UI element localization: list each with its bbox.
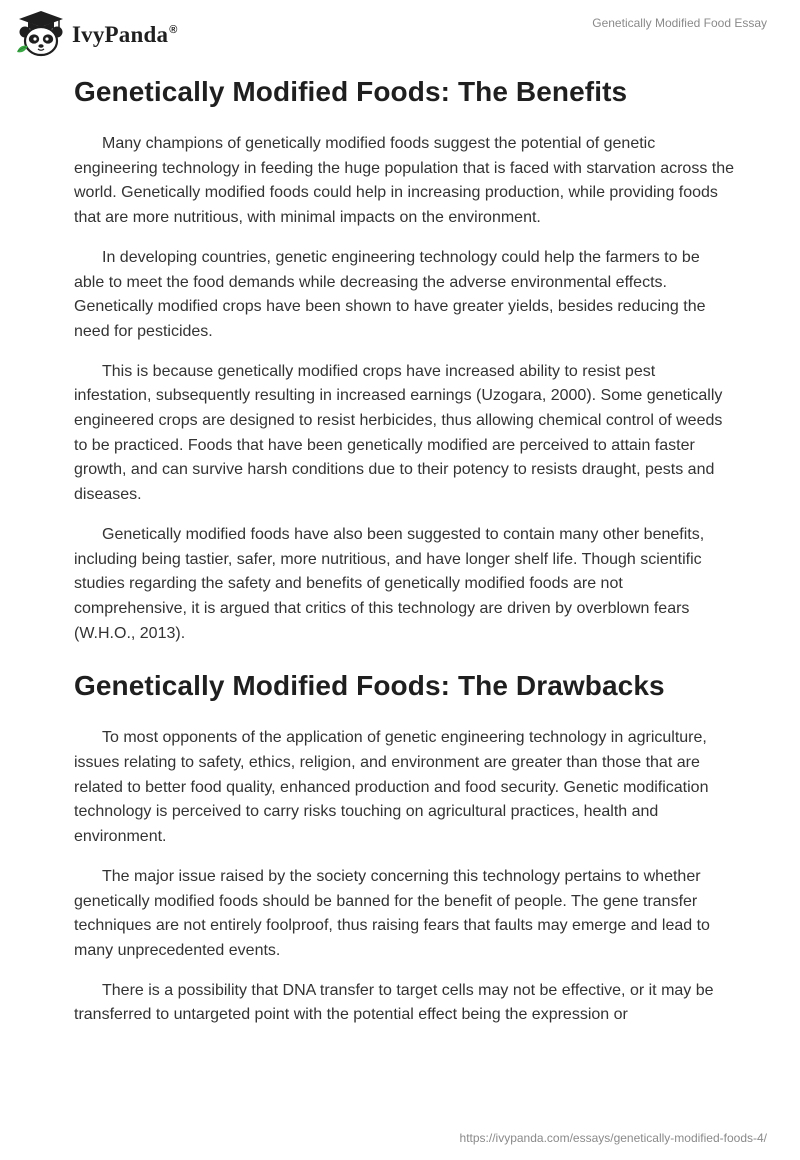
paragraph: Many champions of genetically modified foods suggest the potential of genetic engineering technology in feeding the huge population that is faced with starvation across the world. Genetically modified foods could help in increasing production, while providing foods that are more nutritious, with minimal impacts on the environment.	[74, 135, 734, 227]
essay-content	[74, 74, 734, 1043]
document-title: Genetically Modified Food Essay	[592, 16, 767, 30]
section-benefits	[74, 74, 734, 646]
footer-url[interactable]: https://ivypanda.com/essays/genetically-modified-foods-4/	[459, 1131, 767, 1145]
paragraph: This is because genetically modified crops have increased ability to resist pest infestation, subsequently resulting in increased earnings (Uzogara, 2000). Some genetically engineered crops are designed to resist herbicides, thus allowing chemical control of weeds to be practiced. Foods that have been genetically modified are perceived to attain faster growth, and can survive harsh conditions due to their potency to resists draught, pests and diseases.	[74, 362, 723, 504]
section-heading: Genetically Modified Foods: The Drawbacks	[74, 670, 665, 702]
ivypanda-logo[interactable]	[14, 8, 178, 60]
paragraph: There is a possibility that DNA transfer to target cells may not be effective, or it may be transferred to untargeted point with the potential effect being the expression or	[74, 981, 714, 1024]
paragraph: In developing countries, genetic engineering technology could help the farmers to be able to meet the food demands while decreasing the adverse environmental effects. Genetically modified crops have been shown to have greater yields, besides reducing the need for pesticides.	[74, 248, 706, 340]
paragraph: To most opponents of the application of genetic engineering technology in agriculture, issues relating to safety, ethics, religion, and environment are greater than those that are related to better food quality, enhanced production and food security. Genetic modification technology is perceived to carry risks touching on agricultural practices, health and environment.	[74, 729, 709, 846]
section-heading: Genetically Modified Foods: The Benefits	[74, 76, 628, 107]
paragraph: Genetically modified foods have also been suggested to contain many other benefits, including being tastier, safer, more nutritious, and have longer shelf life. Though scientific studies regarding the safety and benefits of genetically modified foods are not comprehensive, it is argued that critics of this technology are driven by overblown fears (W.H.O., 2013).	[74, 525, 705, 642]
section-drawbacks	[74, 668, 734, 1028]
registered-mark: ®	[169, 24, 178, 36]
paragraph: The major issue raised by the society concerning this technology pertains to whether genetically modified foods should be banned for the benefit of people. The gene transfer techniques are not entirely foolproof, thus raising fears that faults may emerge and lead to many unprecedented events.	[74, 867, 710, 959]
panda-graduate-icon	[14, 8, 68, 60]
brand-name: IvyPanda®	[72, 22, 178, 47]
page-header	[0, 0, 800, 70]
